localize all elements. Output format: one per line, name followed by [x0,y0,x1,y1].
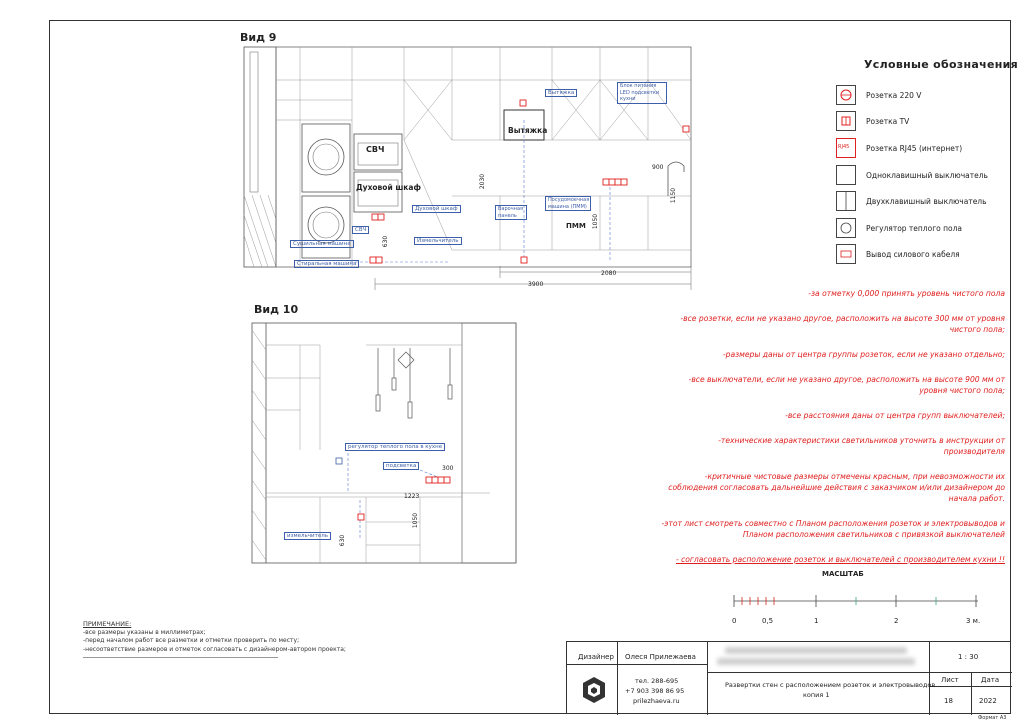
switch-double-icon [836,191,856,211]
title-block [566,641,1011,714]
legend-row-socket-tv [836,110,1016,132]
pmm-label: ПММ [566,222,586,230]
legend-row-floor-regulator [836,217,1016,239]
remark-line-1: -перед началом работ все разметки и отметки проверить по месту; [83,637,300,644]
pendant-lights [376,348,452,418]
legend-row-power-cable [836,243,1016,265]
dim-630-v9: 630 [382,235,390,248]
legend-row-switch-double [836,190,1016,212]
legend-label-socket-rj45: Розетка RJ45 (интернет) [866,143,963,153]
note-6: -критичные чистовые размеры отмечены красным, при невозможности их соблюдения согласовать дальнейшие действия с заказчиком и/или дизайнером до начала работ. [668,472,1005,503]
legend-label-socket-tv: Розетка TV [866,116,910,126]
remark-block [83,620,346,658]
scale-label-0: 0 [732,617,737,625]
phone-1: тел. 288-695 [635,677,679,685]
dim-300: 300 [442,465,454,472]
dryer-tag: Сушильная машина [290,240,354,248]
scale-label-3: 3 м. [966,617,981,625]
note-0: -за отметку 0,000 принять уровень чистого пола [808,289,1005,298]
svch-label: СВЧ [366,145,385,154]
led-block-tag: Блок питания LED подсветки кухни [617,82,667,104]
grinder-tag-view10: измельчитель [284,532,331,540]
remark-line-2: -несоответствие размеров и отметок согласовать с дизайнером-автором проекта; [83,645,346,653]
power-cable-outlet-icon [836,244,856,264]
dim-1050-v10: 1050 [412,512,420,529]
oven-label: Духовой шкаф [356,183,421,192]
legend-label-floor-regulator: Регулятор теплого пола [866,223,962,233]
sheet-title: Развертки стен с расположением розеток и электровыводов [725,681,936,689]
scale-value: 1 : 30 [958,653,979,661]
scale-label-2: 2 [894,617,899,625]
sheet-copy: копия 1 [803,691,830,699]
grinder-tag-view9: Измельчитель [414,237,462,245]
note-5: -технические характеристики светильников уточнить в инструкции от производителя [718,436,1005,456]
floor-heating-regulator-icon [836,218,856,238]
view10-wall-hatch [252,330,266,560]
dim-1223: 1223 [404,493,420,500]
view10-title: Вид 10 [254,303,299,316]
sheet-number: 18 [944,697,953,705]
year: 2022 [979,697,997,705]
hob-tag: Варочная панель [495,205,527,220]
note-3: -все выключатели, если не указано другое, расположить на высоте 900 мм от уровня чистого пола; [688,375,1005,395]
note-7: -этот лист смотреть совместно с Планом расположения розеток и электровыводов и Планом расположения светильников с привязкой выключателей [661,519,1005,539]
note-4: -все расстояния даны от центра групп выключателей; [785,411,1005,420]
view10-regulator [336,458,342,464]
remark-line-0: -все размеры указаны в миллиметрах; [83,628,206,636]
client-info-blurred [725,647,907,654]
dim-1150: 1150 [670,187,678,204]
hood-label: Вытяжка [508,126,548,135]
view9-title: Вид 9 [240,31,277,44]
socket-rj45-icon [836,138,856,158]
legend-row-socket-220v [836,84,1016,106]
legend-label-socket-220v: Розетка 220 V [866,90,922,100]
dim-2030: 2030 [479,173,487,190]
remark-head: ПРИМЕЧАНИЕ: [83,620,132,628]
dishwasher-tag: Посудомоечная машина (ПММ) [545,196,591,211]
note-1: -все розетки, если не указано другое, расположить на высоте 300 мм от уровня чистого пола; [680,314,1005,334]
socket-220v-icon [836,85,856,105]
legend-label-switch-double: Двухклавишный выключатель [866,196,987,206]
hood-tag: Вытяжка [545,89,577,97]
site: prilezhaeva.ru [633,697,680,705]
notes-block [660,288,1005,579]
socket-tv-icon [836,111,856,131]
designer-name: Олеся Прилежаева [625,653,696,661]
date-label: Дата [981,676,1000,684]
scale-title: МАСШТАБ [822,570,864,578]
washer-tag: Стиральная машина [294,260,359,268]
phone-2: +7 903 398 86 95 [625,687,685,695]
scale-bar [730,590,980,612]
dim-3900: 3900 [528,281,544,288]
designer-label: Дизайнер [578,653,614,661]
client-address-blurred [717,658,915,665]
note-2: -размеры даны от центра группы розеток, если не указано отдельно; [722,350,1005,359]
dim-2080: 2080 [601,270,617,277]
format-label: Формат А3 [978,715,1007,721]
sheet-label: Лист [941,676,959,684]
legend-label-switch-single: Одноклавишный выключатель [866,170,988,180]
rj45-icon-tag: RJ45 [838,144,850,150]
floor-regulator-tag: регулятор теплого пола в кухне [345,443,445,451]
oven-tag: Духовой шкаф [412,205,461,213]
scale-label-1: 1 [814,617,819,625]
note-8: - согласовать расположение розеток и выключателей с производителем кухни !! [675,555,1005,564]
dim-1050-v9: 1050 [592,213,600,230]
scale-label-0-5: 0,5 [762,617,774,625]
legend-row-switch-single [836,164,1016,186]
dim-900: 900 [652,164,664,171]
svch-tag: СВЧ [352,226,369,234]
dim-630-v10: 630 [339,534,347,547]
legend-title: Условные обозначения [864,58,1019,71]
backlight-tag: подсветка [383,462,419,470]
legend-row-socket-rj45 [836,137,1016,159]
switch-single-icon [836,165,856,185]
legend-label-power-cable: Вывод силового кабеля [866,249,960,259]
designer-logo-icon [581,675,607,705]
